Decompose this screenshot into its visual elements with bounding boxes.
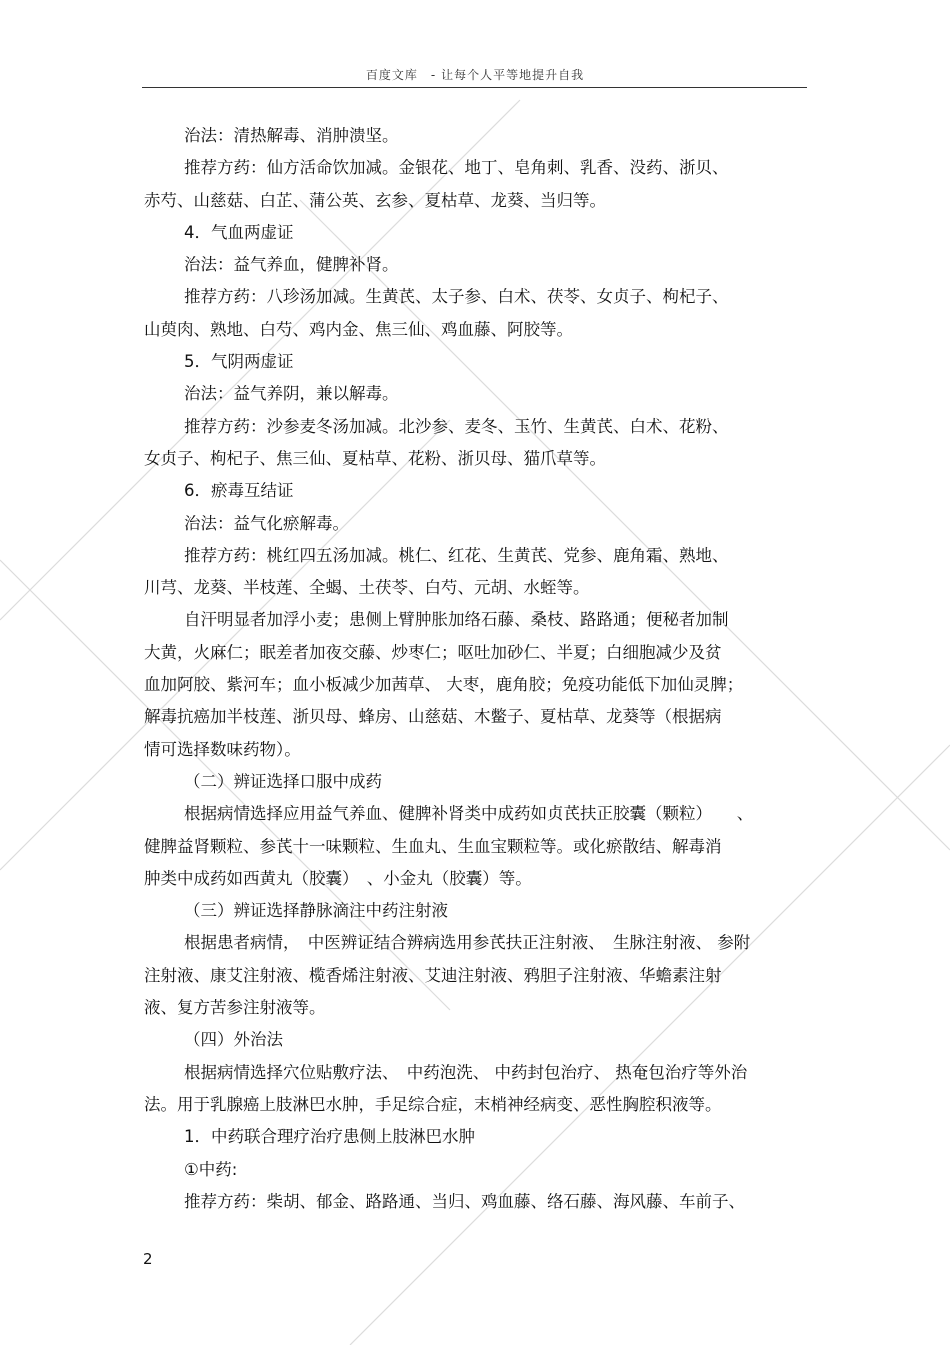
paragraph-line: 血加阿胶、紫河车；血小板减少加茜草、 大枣，鹿角胶；免疫功能低下加仙灵脾； <box>144 675 744 695</box>
paragraph-line: 推荐方药：桃红四五汤加减。桃仁、红花、生黄芪、党参、鹿角霜、熟地、 <box>184 545 729 565</box>
paragraph-line: 推荐方药：沙参麦冬汤加减。北沙参、麦冬、玉竹、生黄芪、白术、花粉、 <box>184 416 729 436</box>
page-header: 百度文库 - 让每个人平等地提升自我 <box>365 68 585 82</box>
paragraph-line: 山萸肉、熟地、白芍、鸡内金、焦三仙、鸡血藤、阿胶等。 <box>144 319 573 339</box>
paragraph-line: 推荐方药：八珍汤加减。生黄芪、太子参、白术、茯苓、女贞子、枸杞子、 <box>184 287 729 307</box>
page-number: 2 <box>143 1250 153 1268</box>
paragraph-line: 治法：益气养血，健脾补肾。 <box>184 255 399 275</box>
section-heading: 4．气血两虚证 <box>184 222 294 242</box>
section-heading: （三）辨证选择静脉滴注中药注射液 <box>184 901 448 921</box>
document-body <box>144 120 814 1218</box>
section-heading: 1．中药联合理疗治疗患侧上肢淋巴水肿 <box>184 1127 475 1147</box>
paragraph-line: 根据病情选择穴位贴敷疗法、 中药泡洗、 中药封包治疗、 热奄包治疗等外治 <box>184 1062 748 1082</box>
paragraph-line: 女贞子、枸杞子、焦三仙、夏枯草、花粉、浙贝母、猫爪草等。 <box>144 448 606 468</box>
paragraph-line: 解毒抗癌加半枝莲、浙贝母、蜂房、山慈菇、木鳖子、夏枯草、龙葵等（根据病 <box>144 707 722 727</box>
paragraph-line: 赤芍、山慈菇、白芷、蒲公英、玄参、夏枯草、龙葵、当归等。 <box>144 190 606 210</box>
paragraph-line: 治法：益气化瘀解毒。 <box>184 513 349 533</box>
paragraph-line: 情可选择数味药物）。 <box>144 739 301 759</box>
paragraph-line: 肿类中成药如西黄丸（胶囊） 、小金丸（胶囊）等。 <box>144 868 532 888</box>
section-heading: （四）外治法 <box>184 1030 283 1050</box>
paragraph-line: 治法：清热解毒、消肿溃坚。 <box>184 126 399 145</box>
paragraph-line: 推荐方药：仙方活命饮加减。金银花、地丁、皂角刺、乳香、没药、浙贝、 <box>184 158 729 178</box>
paragraph-line: 注射液、康艾注射液、榄香烯注射液、艾迪注射液、鸦胆子注射液、华蟾素注射 <box>144 965 722 985</box>
paragraph-line: 法。用于乳腺癌上肢淋巴水肿，手足综合症，末梢神经病变、恶性胸腔积液等。 <box>144 1094 722 1114</box>
paragraph-line: 自汗明显者加浮小麦；患侧上臂肿胀加络石藤、桑枝、路路通；便秘者加制 <box>184 610 729 630</box>
section-heading: （二）辨证选择口服中成药 <box>184 771 382 791</box>
paragraph-line: 健脾益肾颗粒、参芪十一味颗粒、生血丸、生血宝颗粒等。或化瘀散结、解毒消 <box>144 836 722 856</box>
paragraph-line: 川芎、龙葵、半枝莲、全蝎、土茯苓、白芍、元胡、水蛭等。 <box>144 578 590 598</box>
header-divider <box>142 87 807 88</box>
paragraph-line: 液、复方苦参注射液等。 <box>144 998 326 1018</box>
paragraph-line: 推荐方药：柴胡、郁金、路路通、当归、鸡血藤、络石藤、海风藤、车前子、 <box>184 1191 745 1211</box>
paragraph-line: 大黄，火麻仁；眠差者加夜交藤、炒枣仁；呕吐加砂仁、半夏；白细胞减少及贫 <box>144 642 722 662</box>
paragraph-line: ①中药: <box>184 1159 238 1179</box>
paragraph-line: 根据患者病情， 中医辨证结合辨病选用参芪扶正注射液、 生脉注射液、 参附 <box>184 933 751 953</box>
section-heading: 5．气阴两虚证 <box>184 352 294 372</box>
paragraph-line: 治法：益气养阴，兼以解毒。 <box>184 384 399 404</box>
section-heading: 6．瘀毒互结证 <box>184 481 294 501</box>
paragraph-line: 根据病情选择应用益气养血、健脾补肾类中成药如贞芪扶正胶囊（颗粒） 、 <box>184 804 754 824</box>
